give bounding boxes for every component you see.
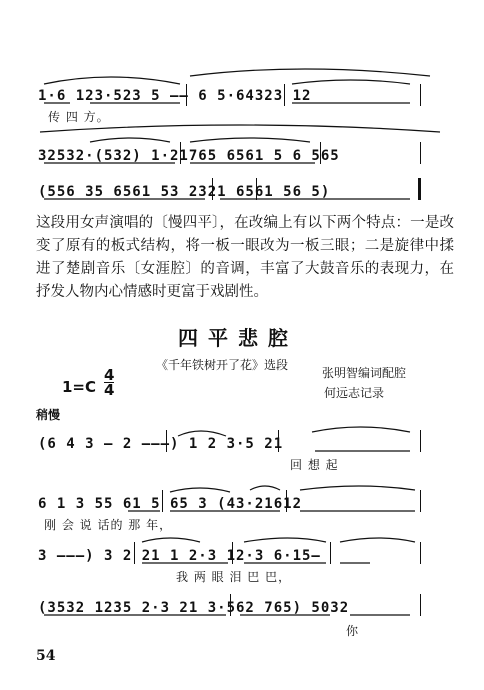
subtitle: 《千年铁树开了花》选段 (156, 358, 289, 372)
time-signature: 4 4 (104, 366, 115, 399)
score-line-6: 3 ———) 3 2 21 1 2·3 12·3 6·15— (38, 548, 321, 564)
tempo-marking: 稍慢 (36, 408, 61, 422)
credit-composer: 张明智编词配腔 (322, 366, 407, 380)
score-line-2: 32532·(532) 1·21765 6561 5 6 565 (38, 148, 340, 164)
score-line-3: (556 35 6561 53 2321 6561 56 5) (38, 184, 331, 200)
prose-paragraph: 这段用女声演唱的〔慢四平〕，在改编上有以下两个特点：一是改变了原有的板式结构，将一板一眼改为一板三眼；二是旋律中揉进了楚剧音乐〔女涯腔〕的音调，丰富了大鼓音乐的表现力，在抒发人物内心情感时更富于戏剧性。 (36, 215, 454, 300)
score-lyrics-5: 刚 会 说 话的 那 年， (44, 518, 173, 532)
score-line-4: (6 4 3 — 2 ———) 1 2 3·5 21 (38, 436, 284, 452)
score-lyrics-1: 传 四 方。 (48, 110, 110, 124)
key-signature: 1=C (62, 378, 97, 396)
score-lyrics-7: 你 (346, 624, 360, 638)
score-lyrics-4: 回 想 起 (290, 458, 339, 472)
score-line-1: 1·6 123·523 5 —— 6 5·64323 12 (38, 88, 312, 104)
section-title: 四平悲腔 (178, 326, 298, 350)
score-line-5: 6 1 3 55 61 5 65 3 (43·21612 (38, 496, 303, 512)
score-lyrics-6: 我 两 眼 泪 巴 巴， (176, 570, 292, 584)
score-line-7: (3532 1235 2·3 21 3·562 765) 5032 (38, 600, 350, 616)
credit-recorder: 何远志记录 (324, 386, 385, 400)
page-number: 54 (36, 648, 56, 664)
